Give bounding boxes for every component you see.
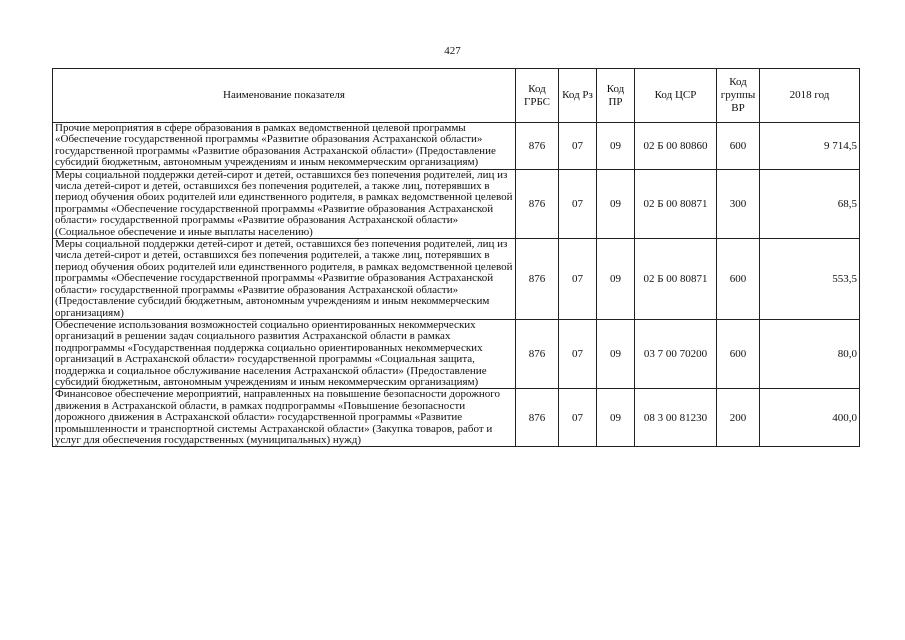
row-grbs: 876 <box>516 389 559 447</box>
row-vr: 600 <box>717 319 760 388</box>
row-rz: 07 <box>559 319 597 388</box>
row-pr: 09 <box>597 239 635 320</box>
row-vr: 600 <box>717 123 760 170</box>
header-csr: Код ЦСР <box>635 69 717 123</box>
row-csr: 02 Б 00 80871 <box>635 169 717 238</box>
row-name: Финансовое обеспечение мероприятий, направленных на повышение безопасности дорожного движения в Астраханской области, в рамках подпрограммы «Повышение безопасности дорожного движения в Астраханской области» государственной программы «Развитие промышленности и транспортной системы Астраханской области» (Закупка товаров, работ и услуг для обеспечения государственных (муниципальных) нужд) <box>53 389 516 447</box>
row-pr: 09 <box>597 389 635 447</box>
row-amount: 553,5 <box>760 239 860 320</box>
row-vr: 200 <box>717 389 760 447</box>
row-name: Прочие мероприятия в сфере образования в рамках ведомственной целевой программы «Обеспечение государственной программы «Развитие образования Астраханской области» государственной программы «Развитие образования Астраханской области» (Предоставление субсидий бюджетным, автономным учреждениям и иным некоммерческим организациям) <box>53 123 516 170</box>
row-name: Меры социальной поддержки детей-сирот и детей, оставшихся без попечения родителей, лиц из числа детей-сирот и детей, оставшихся без попечения родителей, а также лиц, потерявших в период обучения обоих родителей или единственного родителя, в рамках ведомственной целевой программы «Обеспечение государственной программы «Развитие образования Астраханской области» государственной программы «Развитие образования Астраханской области» (Предоставление субсидий бюджетным, автономным учреждениям и иным некоммерческим организациям) <box>53 239 516 320</box>
row-name: Меры социальной поддержки детей-сирот и детей, оставшихся без попечения родителей, лиц из числа детей-сирот и детей, оставшихся без попечения родителей, а также лиц, потерявших в период обучения обоих родителей или единственного родителя, в рамках ведомственной целевой программы «Обеспечение государственной программы «Развитие образования Астраханской области» государственной программы «Развитие образования Астраханской области» (Социальное обеспечение и иные выплаты населению) <box>53 169 516 238</box>
row-amount: 9 714,5 <box>760 123 860 170</box>
row-pr: 09 <box>597 319 635 388</box>
row-name: Обеспечение использования возможностей социально ориентированных некоммерческих организаций в решении задач социального развития Астраханской области в рамках подпрограммы «Государственная поддержка социально ориентированных некоммерческих организаций в Астраханской области» государственной программы «Социальная защита, поддержка и социальное обслуживание населения Астраханской области» (Предоставление субсидий бюджетным, автономным учреждениям и иным некоммерческим организациям) <box>53 319 516 388</box>
row-csr: 08 3 00 81230 <box>635 389 717 447</box>
page-number: 427 <box>444 45 461 57</box>
header-grbs: Код ГРБС <box>516 69 559 123</box>
table-row <box>53 123 860 170</box>
header-year: 2018 год <box>760 69 860 123</box>
row-amount: 80,0 <box>760 319 860 388</box>
row-csr: 03 7 00 70200 <box>635 319 717 388</box>
table-row <box>53 389 860 447</box>
row-grbs: 876 <box>516 239 559 320</box>
budget-table <box>52 68 860 447</box>
row-pr: 09 <box>597 169 635 238</box>
row-rz: 07 <box>559 123 597 170</box>
table-row <box>53 319 860 388</box>
row-vr: 600 <box>717 239 760 320</box>
row-grbs: 876 <box>516 123 559 170</box>
header-vr: Код группы ВР <box>717 69 760 123</box>
header-pr: Код ПР <box>597 69 635 123</box>
row-rz: 07 <box>559 389 597 447</box>
row-vr: 300 <box>717 169 760 238</box>
table-row <box>53 239 860 320</box>
header-rz: Код Рз <box>559 69 597 123</box>
row-amount: 400,0 <box>760 389 860 447</box>
row-csr: 02 Б 00 80871 <box>635 239 717 320</box>
row-csr: 02 Б 00 80860 <box>635 123 717 170</box>
row-rz: 07 <box>559 169 597 238</box>
row-rz: 07 <box>559 239 597 320</box>
table-row <box>53 169 860 238</box>
row-grbs: 876 <box>516 319 559 388</box>
row-grbs: 876 <box>516 169 559 238</box>
header-row <box>53 69 860 123</box>
header-name: Наименование показателя <box>53 69 516 123</box>
row-pr: 09 <box>597 123 635 170</box>
row-amount: 68,5 <box>760 169 860 238</box>
